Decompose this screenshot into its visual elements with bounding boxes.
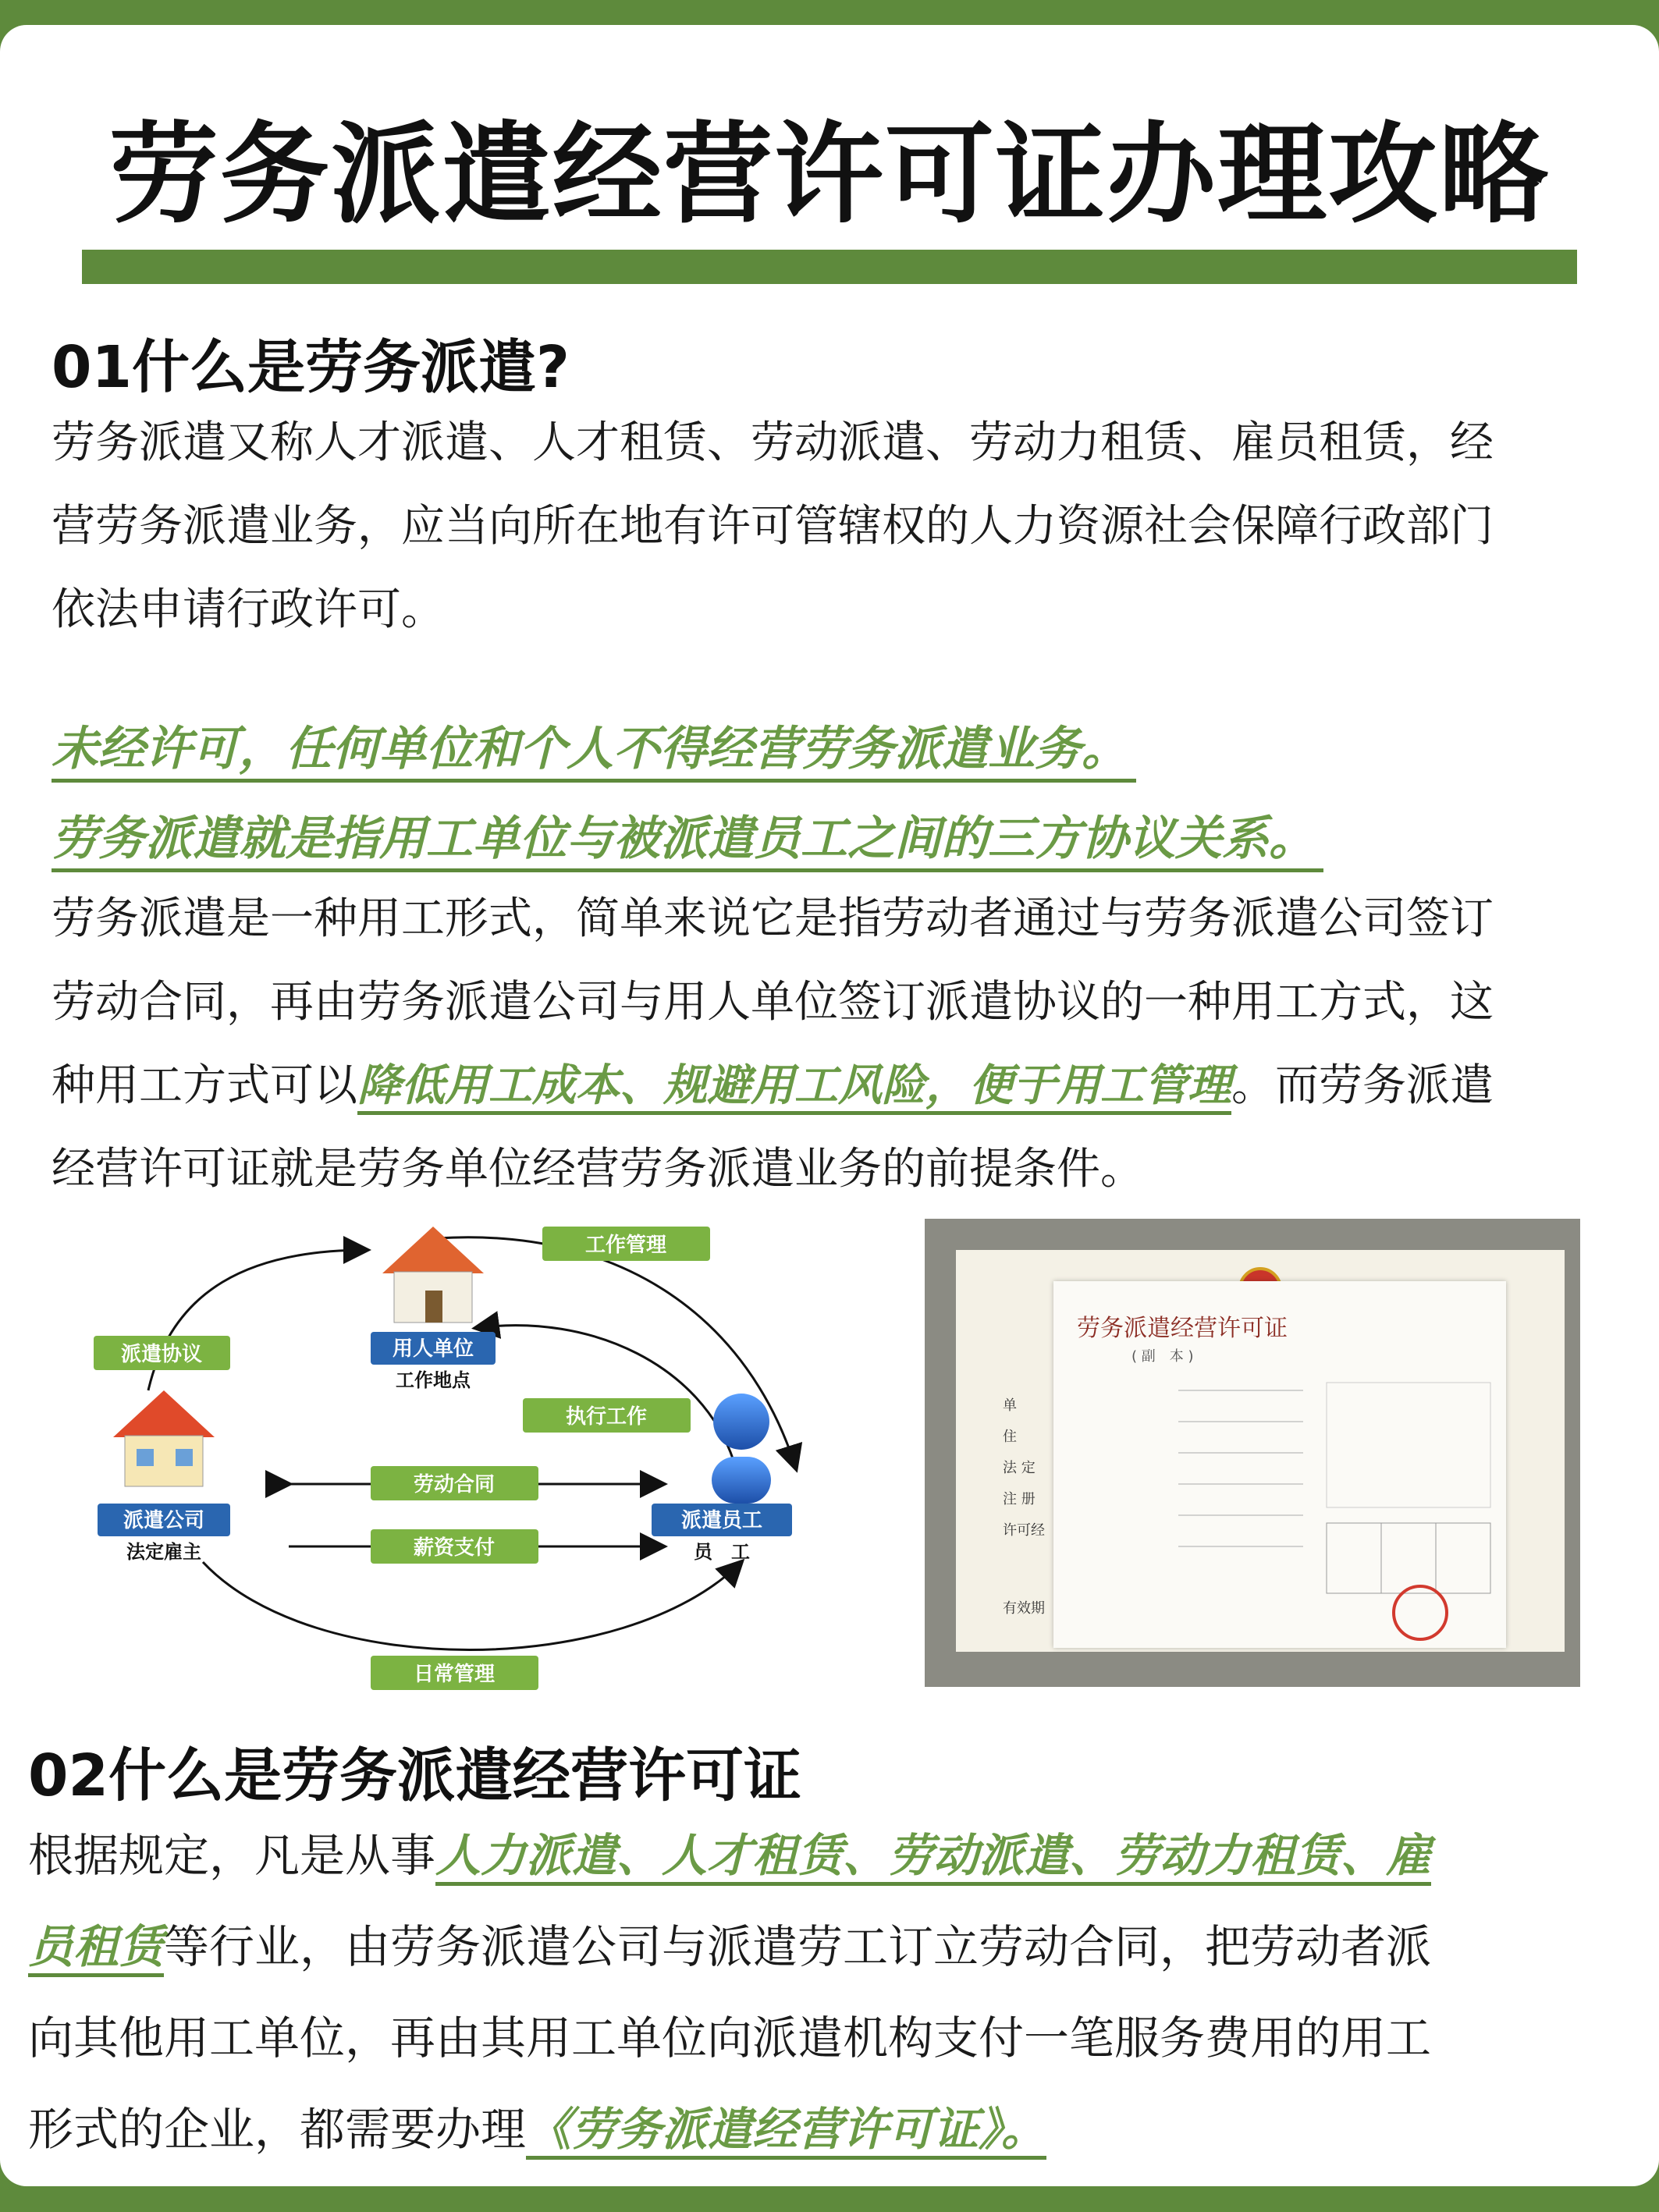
paragraph-line	[28, 1810, 1431, 1901]
red-seal-icon	[1394, 1586, 1447, 1639]
certificate-field-label: 有效期	[1003, 1600, 1045, 1617]
agency-label: 派遣公司	[123, 1509, 205, 1532]
highlight-three-party: 劳务派遣就是指用工单位与被派遣员工之间的三方协议关系。	[52, 801, 1323, 872]
section1-paragraph1	[52, 401, 1494, 652]
paragraph-line: 劳务派遣是一种用工形式，简单来说它是指劳动者通过与劳务派遣公司签订	[52, 893, 1494, 944]
paragraph-text: 。而劳务派遣	[1231, 1060, 1494, 1111]
tag-execute-work: 执行工作	[565, 1405, 648, 1429]
certificate-field-label: 法 定	[1003, 1460, 1036, 1476]
highlight-benefits: 降低用工成本、规避用工风险，便于用工管理	[357, 1060, 1231, 1115]
certificate-copy	[1053, 1281, 1506, 1648]
paragraph-line	[28, 1901, 1431, 1993]
highlight-unlicensed-notice: 未经许可，任何单位和个人不得经营劳务派遣业务。	[52, 712, 1136, 783]
worker-label: 派遣员工	[680, 1509, 763, 1532]
agency-sublabel: 法定雇主	[126, 1541, 201, 1563]
paragraph-text: 种用工方式可以	[52, 1060, 357, 1111]
person-icon	[712, 1394, 771, 1504]
arc-execute-work	[476, 1326, 734, 1461]
paragraph-line: 经营许可证就是劳务单位经营劳务派遣业务的前提条件。	[52, 1144, 1144, 1195]
certificate-field-label: 许可经	[1003, 1522, 1045, 1539]
certificate-title: 劳务派遣经营许可证	[1077, 1315, 1288, 1342]
dispatch-relationship-diagram	[78, 1203, 858, 1718]
tag-daily-management: 日常管理	[413, 1663, 496, 1686]
house-icon	[113, 1390, 215, 1486]
certificate-form-lines	[1053, 1375, 1506, 1648]
highlight-industries-cont: 员租赁	[28, 1920, 164, 1977]
section1-paragraph2	[52, 877, 1494, 1211]
house-icon	[382, 1227, 484, 1323]
employer-label: 用人单位	[392, 1337, 474, 1361]
paragraph-line: 劳务派遣又称人才派遣、人才租赁、劳动派遣、劳动力租赁、雇员租赁，经	[52, 417, 1494, 468]
section2-heading: 02什么是劳务派遣经营许可证	[28, 1742, 801, 1809]
certificate-field-label: 住	[1003, 1429, 1017, 1445]
section2-paragraph	[28, 1810, 1431, 2175]
arc-daily-management	[203, 1562, 741, 1650]
highlight-industries: 人力派遣、人才租赁、劳动派遣、劳动力租赁、雇	[435, 1829, 1431, 1886]
tag-labor-contract: 劳动合同	[413, 1473, 496, 1497]
title-underline-bar	[82, 250, 1577, 284]
paragraph-text: 形式的企业，都需要办理	[28, 2103, 527, 2156]
certificate-field-label: 单	[1003, 1397, 1017, 1414]
section1-heading: 01什么是劳务派遣?	[52, 334, 570, 401]
paragraph-line	[52, 1044, 1494, 1127]
paragraph-line: 劳动合同，再由劳务派遣公司与用人单位签订派遣协议的一种用工方式，这	[52, 977, 1494, 1028]
certificate-photo	[925, 1219, 1580, 1687]
worker-sublabel: 员 工	[694, 1541, 750, 1563]
highlight-license-name: 《劳务派遣经营许可证》。	[526, 2103, 1046, 2160]
paragraph-line: 向其他用工单位，再由其用工单位向派遣机构支付一笔服务费用的用工	[28, 2011, 1432, 2065]
page-title: 劳务派遣经营许可证办理攻略	[108, 112, 1550, 239]
paragraph-line	[28, 2084, 1431, 2175]
certificate-field-label: 注 册	[1003, 1491, 1036, 1507]
tag-dispatch-agreement: 派遣协议	[120, 1343, 203, 1366]
paragraph-text: 等行业，由劳务派遣公司与派遣劳工订立劳动合同，把劳动者派	[164, 1920, 1432, 1973]
employer-sublabel: 工作地点	[396, 1369, 471, 1391]
paragraph-text: 根据规定，凡是从事	[28, 1829, 436, 1882]
certificate-subtitle: ( 副 本 )	[1131, 1348, 1194, 1365]
tag-salary-payment: 薪资支付	[413, 1536, 496, 1560]
tag-work-management: 工作管理	[584, 1234, 667, 1257]
paragraph-line: 依法申请行政许可。	[52, 584, 445, 635]
paragraph-line: 营劳务派遣业务，应当向所在地有许可管辖权的人力资源社会保障行政部门	[52, 501, 1494, 552]
page	[0, 25, 1659, 2186]
